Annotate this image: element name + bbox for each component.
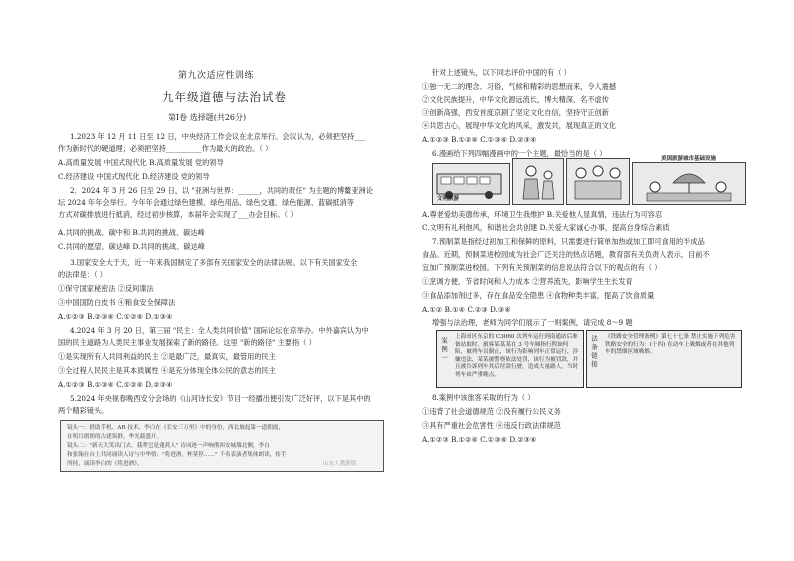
exam-subtitle: 第九次适应性训练 (178, 71, 255, 81)
q8-options-34: ③具有严重社会危害性 ④违反行政法律规范 (422, 421, 561, 430)
q5-option-3: ③创新高强，西安首度京剧了坚定文化自信，坚持守正创新 (422, 108, 609, 117)
q4-line2: 国的民主道路为人类民主事业发展探索了新的路径。这里 "新的路径" 主要指（ ） (58, 338, 316, 347)
q1-line1: 1.2023 年 12 月 11 日至 12 日，中央经济工作会议在北京举行。会议认为，必须把坚持___ (70, 132, 365, 141)
q5-option-1: ①独一无二的理念、习俗，气候和精彩的思想而来，令人震撼 (422, 82, 617, 91)
q8-options-12: ①违背了社会道德规范 ②没有履行公民义务 (422, 407, 561, 416)
q2-line1: 2．2024 年 3 月 26 日至 29 日，以 "亚洲与世界：______，共同的责任" 为主题的博鳌亚洲论 (70, 186, 373, 195)
law-label: 法条链接 (590, 335, 598, 369)
left-column (58, 0, 388, 561)
scene-line1: 镜头一：借助手机、AR 技术，李白在《长安三万里》中的身份，西北坡起第一道朝霞， (67, 425, 284, 431)
q2-line3: 方式对碳排放进行抵消，经过初步核算，本届年会实现了___办会目标。（ ） (58, 210, 298, 219)
case-text: 上海市区东京的 C3060 次列车运行到南通站后准备站取时，旅客某某某在 3 号车厢指行程如何陷，被列车员制止，该行为影响列车正常运行，涉嫌违法，某某被警察依法处罚，该行为被罚款，并且被告诉列车其后付款行驶，造成大量路人，当时列车由严重晚点。 (455, 334, 579, 378)
q7-line2: 食品。近期，预制菜进校园成为社会广泛关注的热点话题，教育部有关负责人表示，目前不 (422, 250, 710, 259)
law-text: 《铁路安全管理条例》第七十七条 禁止实施下列危害铁路安全的行为：(十四) 在动车上吸烟或者在其他列车的禁烟区域吸烟。 (605, 334, 736, 356)
q1-options-cd: C.经济建设 中国式现代化 D.经济建设 党的领导 (58, 172, 210, 181)
q4-options-34: ③全过程人民民主是其本质属性 ④是充分体现全体公民的意志的民主 (58, 366, 276, 375)
q5-line1: 5.2024 年央视春晚西安分会场的《山河诗长安》节目一经播出便引发广泛好评，以下是其中的 (70, 394, 371, 403)
q3-options-12: ①保守国家秘密法 ②反间谍法 (58, 284, 154, 293)
crowd-icon (567, 159, 629, 204)
q6-prompt: 6.漫画给下列四幅漫画中的一个主题，最恰当的是（ ） (432, 149, 607, 158)
scene-line3: 镜头二："新天大笑出门去，我辈岂是蓬蒿人" 诗词逐一声响彻西安城墙北侧，李白 (67, 443, 270, 449)
law-link-box (586, 330, 742, 388)
q3-options-34: ③中国国防白皮书 ④粮食安全保障法 (58, 298, 176, 307)
q3-answers: A.①②③ B.②③④ C.①②④ D.①③④ (58, 312, 173, 321)
cartoon-title: 美国旅游城市基础设施 (661, 156, 717, 162)
people-icon (513, 159, 563, 204)
q8-intro: 增强与法治理，老师为同学们展示了一则案例，请完成 8～9 题 (432, 318, 633, 327)
q7-answers: A.①② B.①④ C.②③ D.③④ (422, 305, 511, 314)
cartoon-panel-2 (512, 158, 564, 205)
scene-line2: 在明月朗照的古建筑群，华光载盛开。 (67, 434, 163, 440)
q5-scene-box (60, 420, 384, 472)
right-column (422, 0, 752, 561)
q4-answers: A.①②③ B.①③④ C.①②④ D.②③④ (58, 380, 173, 389)
exam-title: 九年级道德与法治试卷 (162, 90, 287, 104)
q2-options-cd: C.共同的愿望、碳达峰 D.共同的挑战、碳达峰 (58, 242, 205, 251)
q3-line2: 的法律是：（ ） (58, 270, 107, 279)
q2-line2: 坛 2024 年年会举行。今年年会通过绿色建模、绿色用品、绿色交通、绿色能源、蓝碳抵消等 (58, 198, 354, 207)
q1-options-ab: A.高质量发展 中国式现代化 B.高质量发展 党的领导 (58, 158, 224, 167)
q6-options-cd: C.文明有礼利他风，和谐社会共创建 D.关爱大家诚心办事，提高自身综合素质 (422, 223, 670, 232)
q7-options-12: ①烹调方便，节省时间和人力成本 ②营养流失，影响学生生长发育 (422, 277, 633, 286)
q5-answers: A.①②③ B.①②④ C.①③④ D.②③④ (422, 135, 537, 144)
case-box (436, 330, 584, 388)
q4-line1: 4.2024 年 3 月 20 日，第三届 "民主：全人类共同价值" 国际论坛在京举办。中外嘉宾认为中 (70, 326, 369, 335)
q5-option-4: ④共思古心，展现中华文化的风采，激发共，展现真正的文化 (422, 121, 617, 130)
q7-line3: 宜加广预制菜进校园。下列有关预制菜的信息说法符合以下的观点的有（ ） (422, 263, 662, 272)
q4-options-12: ①是实现所有人共同利益的民主 ②是最广泛，最真实，最管用的民主 (58, 352, 276, 361)
scene-line5: 所持，诵读李白的《将进酒》。 (67, 461, 143, 467)
q2-options-ab: A.共同的挑战、碳中和 B.共同的挑战、碳达峰 (58, 228, 205, 237)
watermark-text: 山东人教新版 (323, 461, 357, 467)
q7-options-34: ③食品添加剂过多，存在食品安全隐患 ④食物种类丰富，提高了饮食质量 (422, 291, 655, 300)
q5-option-2: ②文化民族提升，中华文化源远流长，博大精深，名不虚传 (422, 95, 609, 104)
umbrella-icon (633, 163, 745, 204)
cartoon-panel-1 (432, 163, 510, 205)
q3-line1: 3.国家安全大于天，近一年来我国制定了多部有关国家安全的法律法规。以下有关国家安全 (70, 258, 358, 267)
q6-options-ab: A.尊老爱幼美德传承，环境卫生我维护 B.关爱他人显真情，违法行为可容忍 (422, 210, 663, 219)
scene-line4: 和张翰在台上共同诵读人诗与中华情；"将进酒，杯莫停……" 千名表演者集体朗读，传手 (67, 452, 287, 458)
cartoon-panel-3 (566, 158, 630, 205)
q1-line2: 作为新时代的硬道理；必须把坚持__________作为最大的政治。（ ） (58, 144, 273, 153)
cartoon-sign-text: 文明旅游 (437, 196, 460, 202)
section-heading: 第Ⅰ卷 选择题(共26分) (168, 113, 247, 122)
cartoon-panel-4 (632, 156, 746, 205)
q8-answers: A.①②③ B.①②④ C.①③④ D.②③④ (422, 435, 537, 444)
q5-prompt: 针对上述镜头，以下同志评价中国的有（ ） (432, 68, 571, 77)
q5-line2: 两个精彩镜头。 (58, 406, 109, 415)
q7-line1: 7.预制菜是指经过初加工和保鲜的原料，只需要进行简单加热或加工即可食用的半成品 (432, 237, 705, 246)
case-label: 案例一 (440, 337, 448, 363)
q8-prompt: 8.案例中该旅客采取的行为（ ） (432, 393, 535, 402)
